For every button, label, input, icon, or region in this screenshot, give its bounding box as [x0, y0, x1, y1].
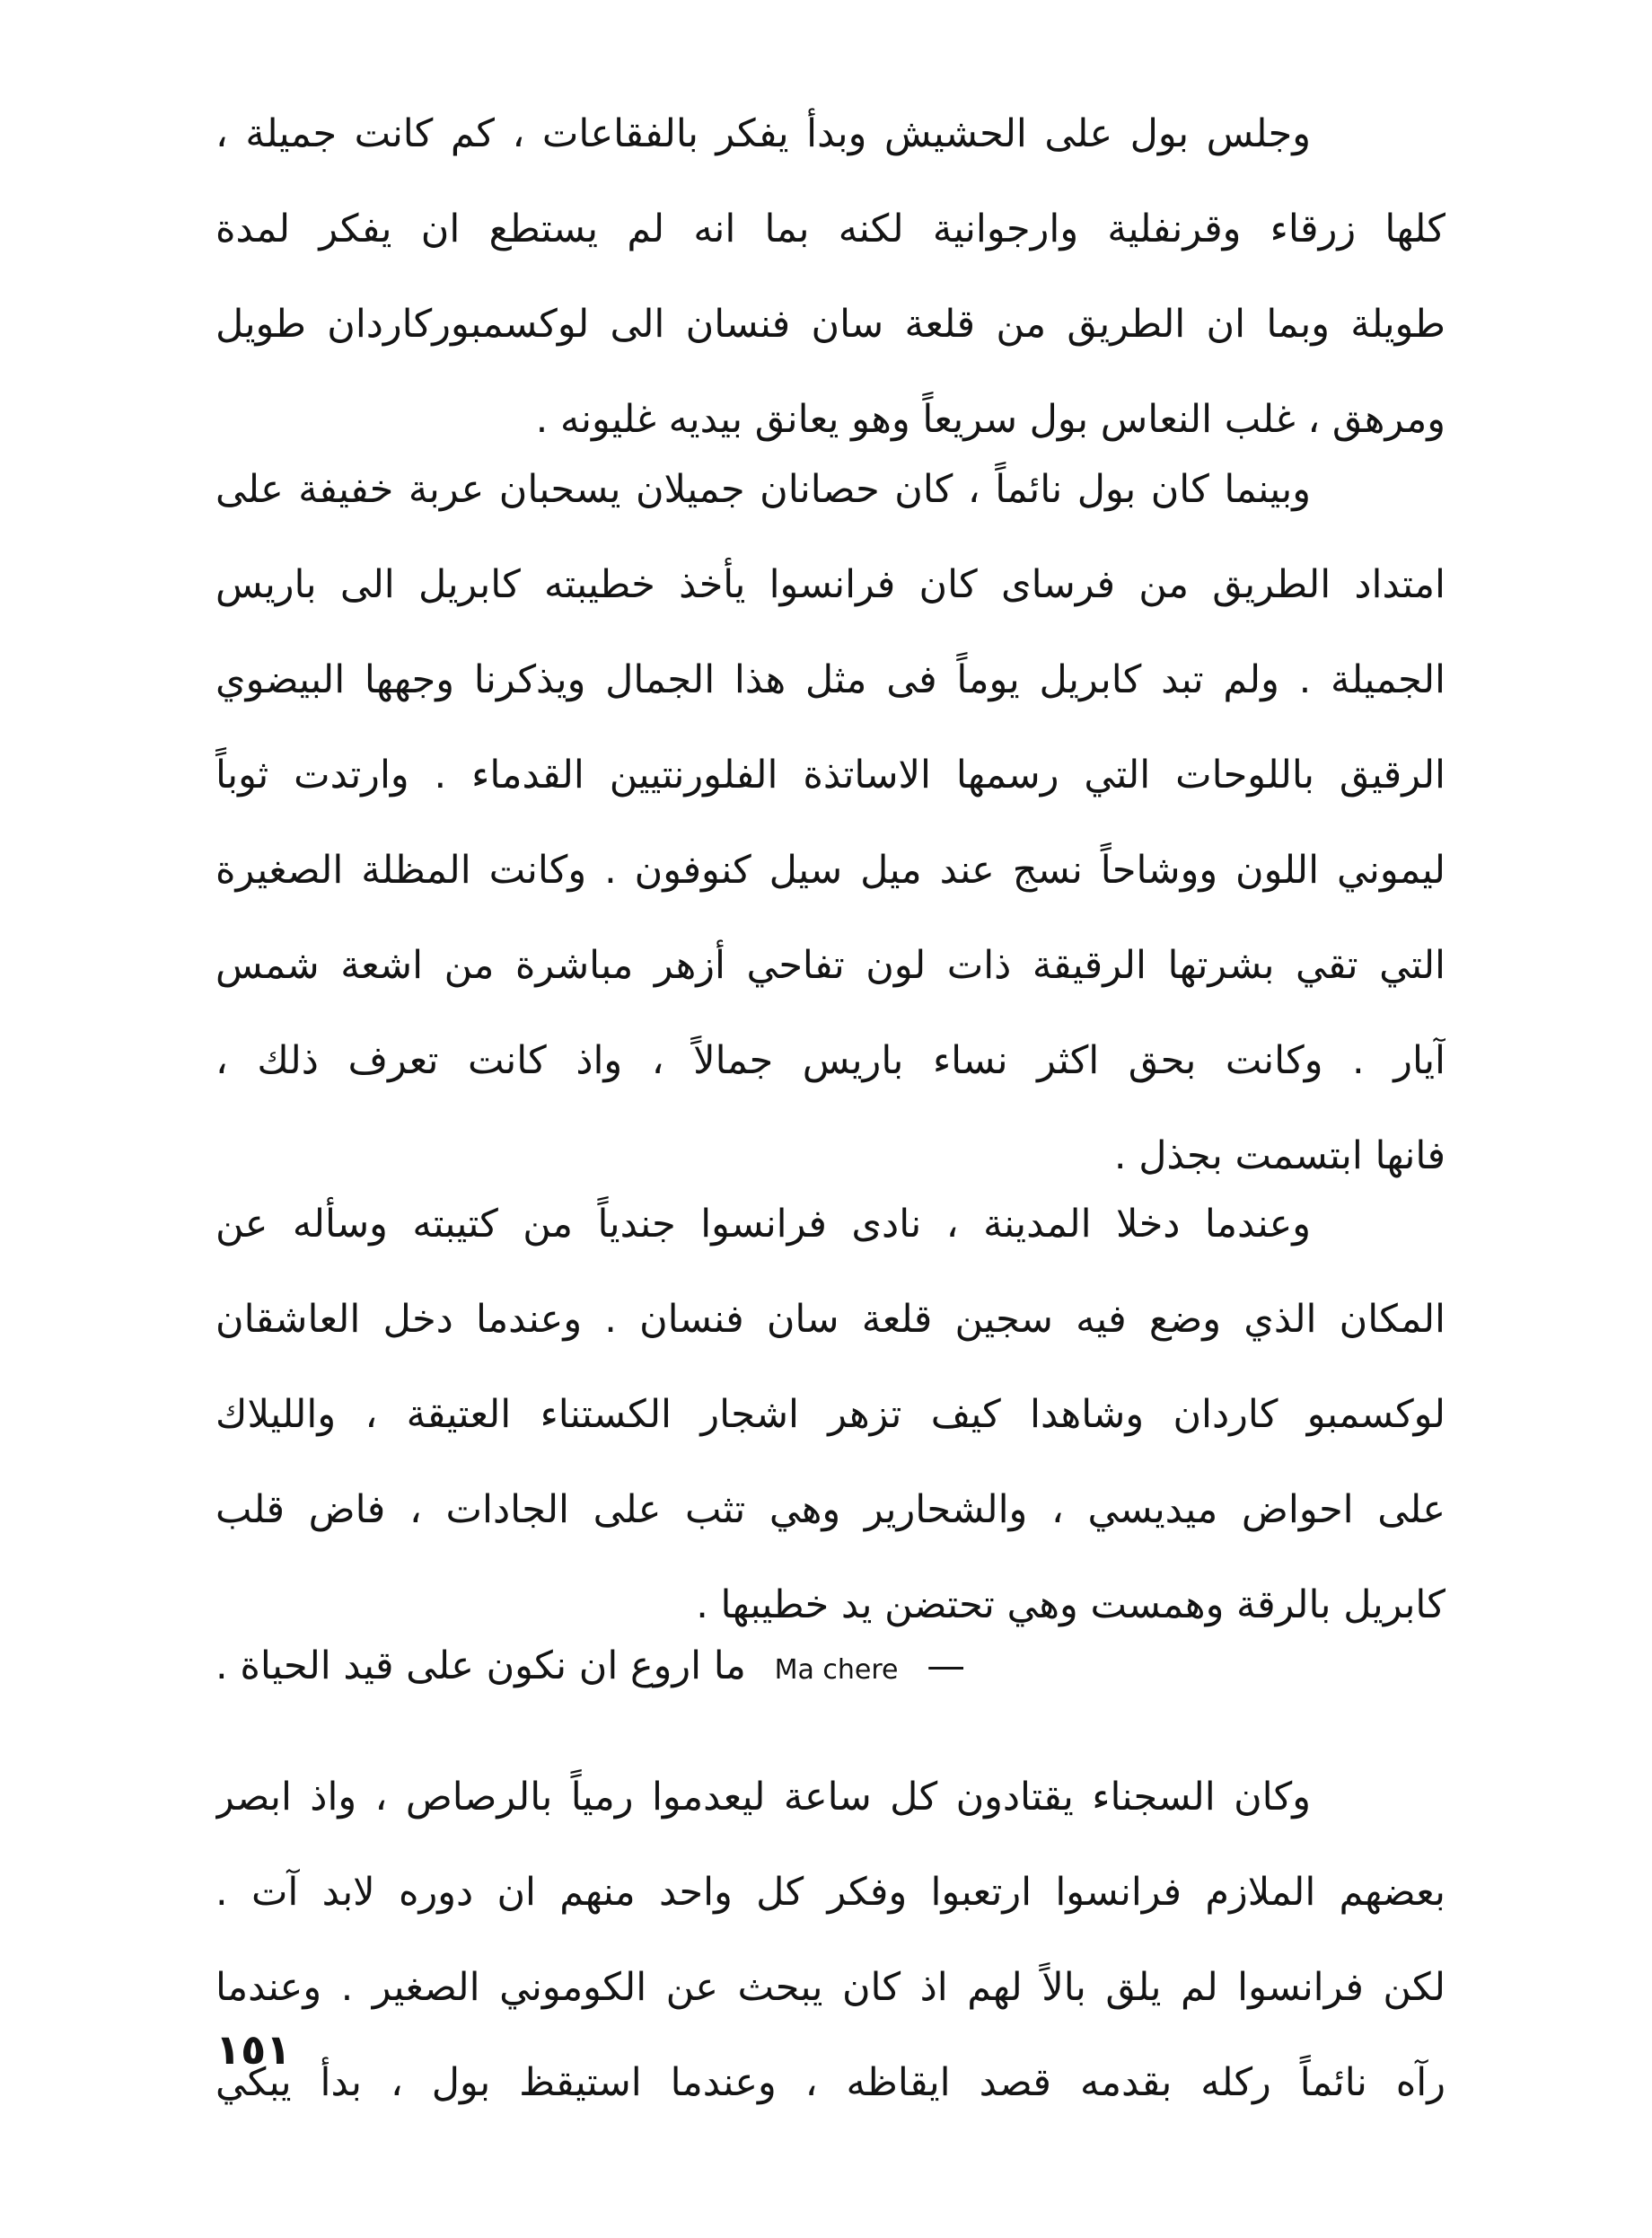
- paragraph-1: [215, 86, 1446, 467]
- text-line: لوكسمبو كاردان وشاهدا كيف تزهر اشجار الكستناء العتيقة ، والليلاك: [215, 1392, 1446, 1437]
- text-line: وجلس بول على الحشيش وبدأ يفكر بالفقاعات ، كم كانت جميلة ،: [215, 111, 1311, 156]
- text-line: رآه نائماً ركله بقدمه قصد ايقاظه ، وعندما استيقظ بول ، بدأ يبكي: [215, 2060, 1446, 2105]
- page-number: ١٥١: [215, 2025, 292, 2074]
- text-line: لكن فرانسوا لم يلق بالاً لهم اذ كان يبحث عن الكوموني الصغير . وعندما: [215, 1965, 1446, 2010]
- text-line: وعندما دخلا المدينة ، نادى فرانسوا جندياً من كتيبته وسأله عن: [215, 1202, 1311, 1247]
- text-line: الرقيق باللوحات التي رسمها الاساتذة الفلورنتيين القدماء . وارتدت ثوباً: [215, 753, 1446, 797]
- text-line: المكان الذي وضع فيه سجين قلعة سان فنسان . وعندما دخل العاشقان: [215, 1297, 1446, 1342]
- text-line: بعضهم الملازم فرانسوا ارتعبوا وفكر كل واحد منهم ان دوره لابد آت .: [215, 1870, 1446, 1915]
- text-line: الجميلة . ولم تبد كابريل يوماً فى مثل هذا الجمال ويذكرنا وجهها البيضوي: [215, 657, 1446, 702]
- text-line: وبينما كان بول نائماً ، كان حصانان جميلان يسحبان عربة خفيفة على: [215, 467, 1311, 512]
- text-line: امتداد الطريق من فرساى كان فرانسوا يأخذ خطيبته كابريل الى باريس: [215, 562, 1446, 607]
- dialogue-text: ما اروع ان نكون على قيد الحياة .: [215, 1643, 746, 1688]
- text-line: كلها زرقاء وقرنفلية وارجوانية لكنه بما انه لم يستطع ان يفكر لمدة: [215, 207, 1446, 251]
- text-line: فانها ابتسمت بجذل .: [1113, 1133, 1446, 1178]
- text-line: ومرهق ، غلب النعاس بول سريعاً وهو يعانق بيديه غليونه .: [535, 397, 1446, 442]
- text-line: التي تقي بشرتها الرقيقة ذات لون تفاحي أزهر مباشرة من اشعة شمس: [215, 943, 1446, 988]
- dialogue-dash: —: [927, 1643, 966, 1688]
- text-line: طويلة وبما ان الطريق من قلعة سان فنسان الى لوكسمبوركاردان طويل: [215, 302, 1446, 347]
- paragraph-4: [215, 1749, 1446, 2130]
- text-line: ليموني اللون ووشاحاً نسج عند ميل سيل كنوفون . وكانت المظلة الصغيرة: [215, 848, 1446, 893]
- paragraph-3: [215, 1176, 1446, 1652]
- text-line: آيار . وكانت بحق اكثر نساء باريس جمالاً ، واذ كانت تعرف ذلك ،: [215, 1038, 1446, 1083]
- dialogue-line: [215, 1618, 1347, 1714]
- text-line: وكان السجناء يقتادون كل ساعة ليعدموا رمياً بالرصاص ، واذ ابصر: [215, 1775, 1311, 1819]
- french-phrase: Ma chere: [774, 1654, 899, 1686]
- text-line: كابريل بالرقة وهمست وهي تحتضن يد خطيبها .: [696, 1582, 1446, 1627]
- text-line: على احواض ميديسي ، والشحارير وهي تثب على الجادات ، فاض قلب: [215, 1487, 1446, 1532]
- paragraph-2: [215, 442, 1446, 1203]
